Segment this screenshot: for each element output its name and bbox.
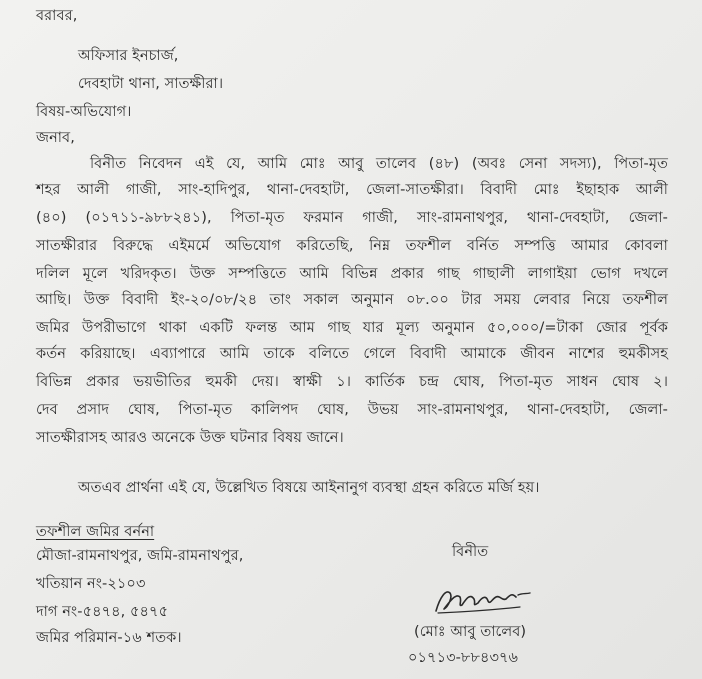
body-line: দেব প্রসাদ ঘোষ, পিতা-মৃত কালিপদ ঘোষ, উভয় সাং-রামনাথপুর, থানা-দেবহাটা, জেলা- [36,402,668,418]
body-line: (৪০) (০১৭১১-৯৮৮২৪১), পিতা-মৃত ফরমান গাজী, সাং-রামনাথপুর, থানা-দেবহাটা, জেলা- [36,210,668,226]
signatory-name: (মোঃ আবু তালেব) [414,624,527,640]
closing-word: বিনীত [452,544,489,560]
body-line: আছি। উক্ত বিবাদী ইং-২০/০৮/২৪ তাং সকাল অনুমান ০৮.০০ টার সময় লেবার নিয়ে তফশীল [36,292,668,308]
body-line: বিভিন্ন প্রকার ভয়ভীতির হুমকী দেয়। স্বাক্ষী ১। কার্তিক চন্দ্র ঘোষ, পিতা-মৃত সাধন ঘোষ ২। [36,374,668,390]
schedule-line: খতিয়ান নং-২১০৩ [36,576,146,592]
recipient-designation: অফিসার ইনচার্জ, [78,48,179,64]
body-line: শহর আলী গাজী, সাং-হাদিপুর, থানা-দেবহাটা, জেলা-সাতক্ষীরা। বিবাদী মোঃ ইছাহাক আলী [36,182,668,198]
signatory-phone: ০১৭১৩-৮৮৪৩৭৬ [408,650,519,666]
schedule-line: দাগ নং-৫৪৭৪, ৫৪৭৫ [36,604,169,620]
prayer-line: অতএব প্রার্থনা এই যে, উল্লেখিত বিষয়ে আইনানুগ ব্যবস্থা গ্রহন করিতে মর্জি হয়। [78,480,540,496]
body-line: জমির উপরীভাগে থাকা একটি ফলন্ত আম গাছ যার মূল্য অনুমান ৫০,০০০/=টাকা জোর পূর্বক [36,320,668,336]
body-line: দলিল মূলে খরিদকৃত। উক্ত সম্পত্তিতে আমি বিভিন্ন প্রকার গাছ গাছালী লাগাইয়া ভোগ দখলে [36,266,668,282]
salutation-to: বরাবর, [36,8,78,24]
body-line: কর্তন করিয়াছে। এব্যাপারে আমি তাকে বলিতে গেলে বিবাদী আমাকে জীবন নাশের হুমকীসহ [36,346,668,362]
recipient-office: দেবহাটা থানা, সাতক্ষীরা। [78,76,224,92]
handwritten-signature [432,583,542,617]
schedule-heading: তফশীল জমির বর্ননা [36,524,155,540]
body-line: বিনীত নিবেদন এই যে, আমি মোঃ আবু তালেব (৪৮) (অবঃ সেনা সদস্য), পিতা-মৃত [90,156,668,172]
subject-line: বিষয়-অভিযোগ। [36,104,132,120]
schedule-line: জমির পরিমান-১৬ শতক। [36,630,182,646]
schedule-line: মৌজা-রামনাথপুর, জমি-রামনাথপুর, [36,548,244,564]
body-line: সাতক্ষীরার বিরুদ্ধে এইমর্মে অভিযোগ করিতেছি, নিম্ন তফশীল বর্নিত সম্পত্তি আমার কোবলা [36,238,668,254]
body-line: সাতক্ষীরাসহ আরও অনেকে উক্ত ঘটনার বিষয় জানে। [36,430,344,446]
greeting: জনাব, [36,130,75,146]
